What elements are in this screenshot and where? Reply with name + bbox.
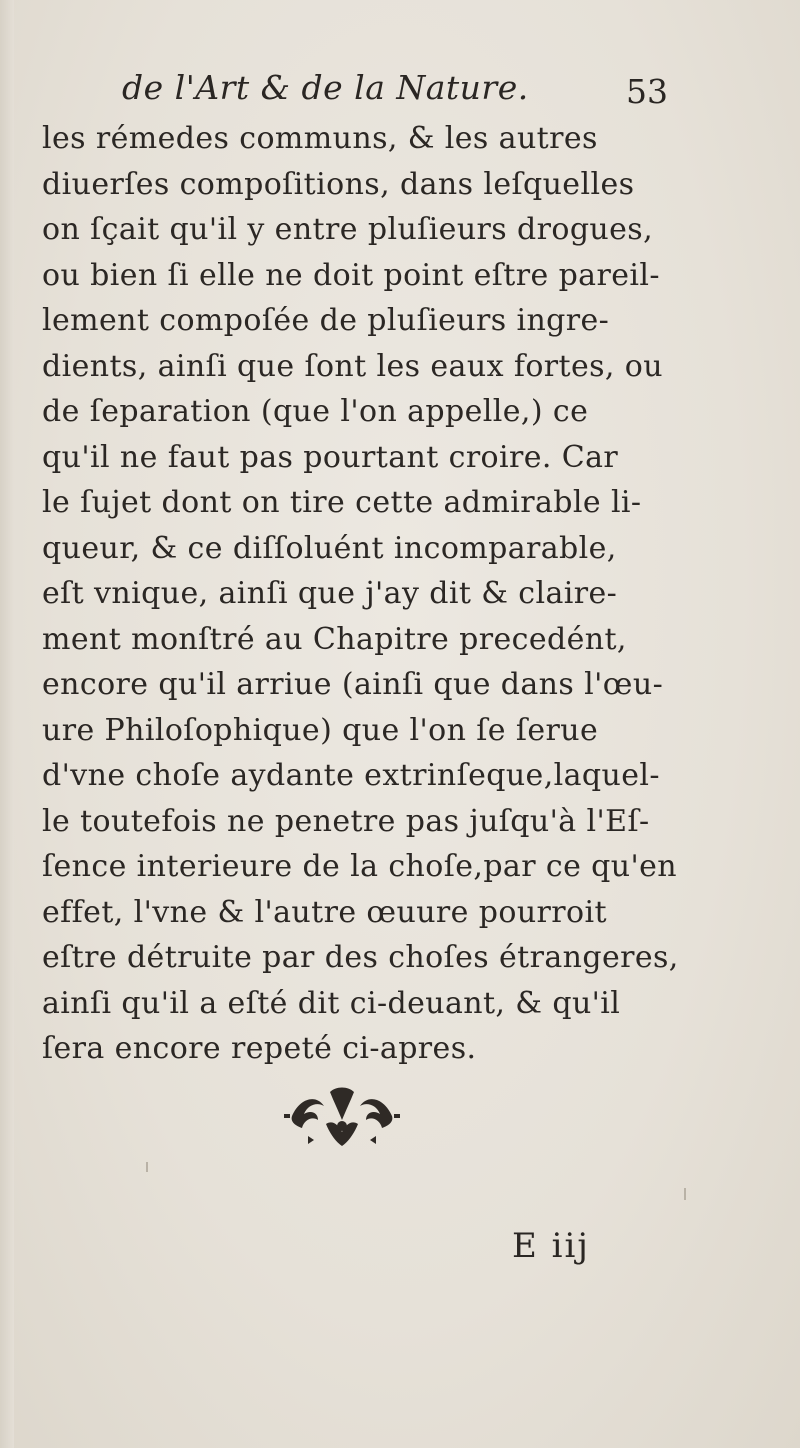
text-line: eſt vnique, ainſi que j'ay dit & claire- — [42, 576, 618, 611]
running-head — [0, 68, 800, 116]
text-line: queur, & ce diſſoluént incomparable, — [42, 530, 617, 566]
running-title: de l'Art & de la Nature. — [122, 68, 529, 107]
text-line: eſtre détruite par des choſes étrangeres, — [42, 940, 679, 975]
text-line: de ſeparation (que l'on appelle,) ce — [42, 394, 589, 429]
text-line: dients, ainſi que ſont les eaux fortes, ou — [42, 348, 663, 384]
text-line: on ſçait qu'il y entre pluſieurs drogues, — [42, 212, 654, 247]
page-number: 53 — [626, 72, 668, 111]
text-line: ure Philoſophique) que l'on ſe ſerue — [42, 712, 599, 748]
text-line: le ſujet dont on tire cette admirable li- — [42, 485, 642, 520]
paper-speck — [146, 1162, 148, 1172]
text-line: d'vne choſe aydante extrinſeque,laquel- — [42, 758, 660, 793]
text-line: qu'il ne faut pas pourtant croire. Car — [42, 439, 619, 475]
text-line: lement compoſée de pluſieurs ingre- — [42, 303, 610, 338]
text-line: encore qu'il arriue (ainſi que dans l'œu- — [42, 667, 664, 702]
paper-speck — [684, 1188, 686, 1200]
body-text — [42, 116, 784, 1072]
text-line: ſera encore repeté ci-apres. — [42, 1031, 477, 1066]
text-line: ainſi qu'il a eſté dit ci-deuant, & qu'il — [42, 985, 621, 1021]
text-line: diuerſes compoſitions, dans leſquelles — [42, 166, 635, 202]
signature-mark: E iij — [512, 1226, 590, 1266]
fleuron-ornament-icon — [272, 1080, 412, 1152]
text-line: effet, l'vne & l'autre œuure pourroit — [42, 894, 607, 930]
text-line: ou bien ſi elle ne doit point eſtre pareil- — [42, 257, 660, 293]
text-line: le toutefois ne penetre pas juſqu'à l'Eſ- — [42, 803, 650, 839]
text-line: ſence interieure de la choſe,par ce qu'en — [42, 849, 678, 884]
text-line: ment monſtré au Chapitre precedént, — [42, 621, 627, 657]
page-gutter-edge — [0, 0, 14, 1448]
text-line: les rémedes communs, & les autres — [42, 121, 598, 156]
